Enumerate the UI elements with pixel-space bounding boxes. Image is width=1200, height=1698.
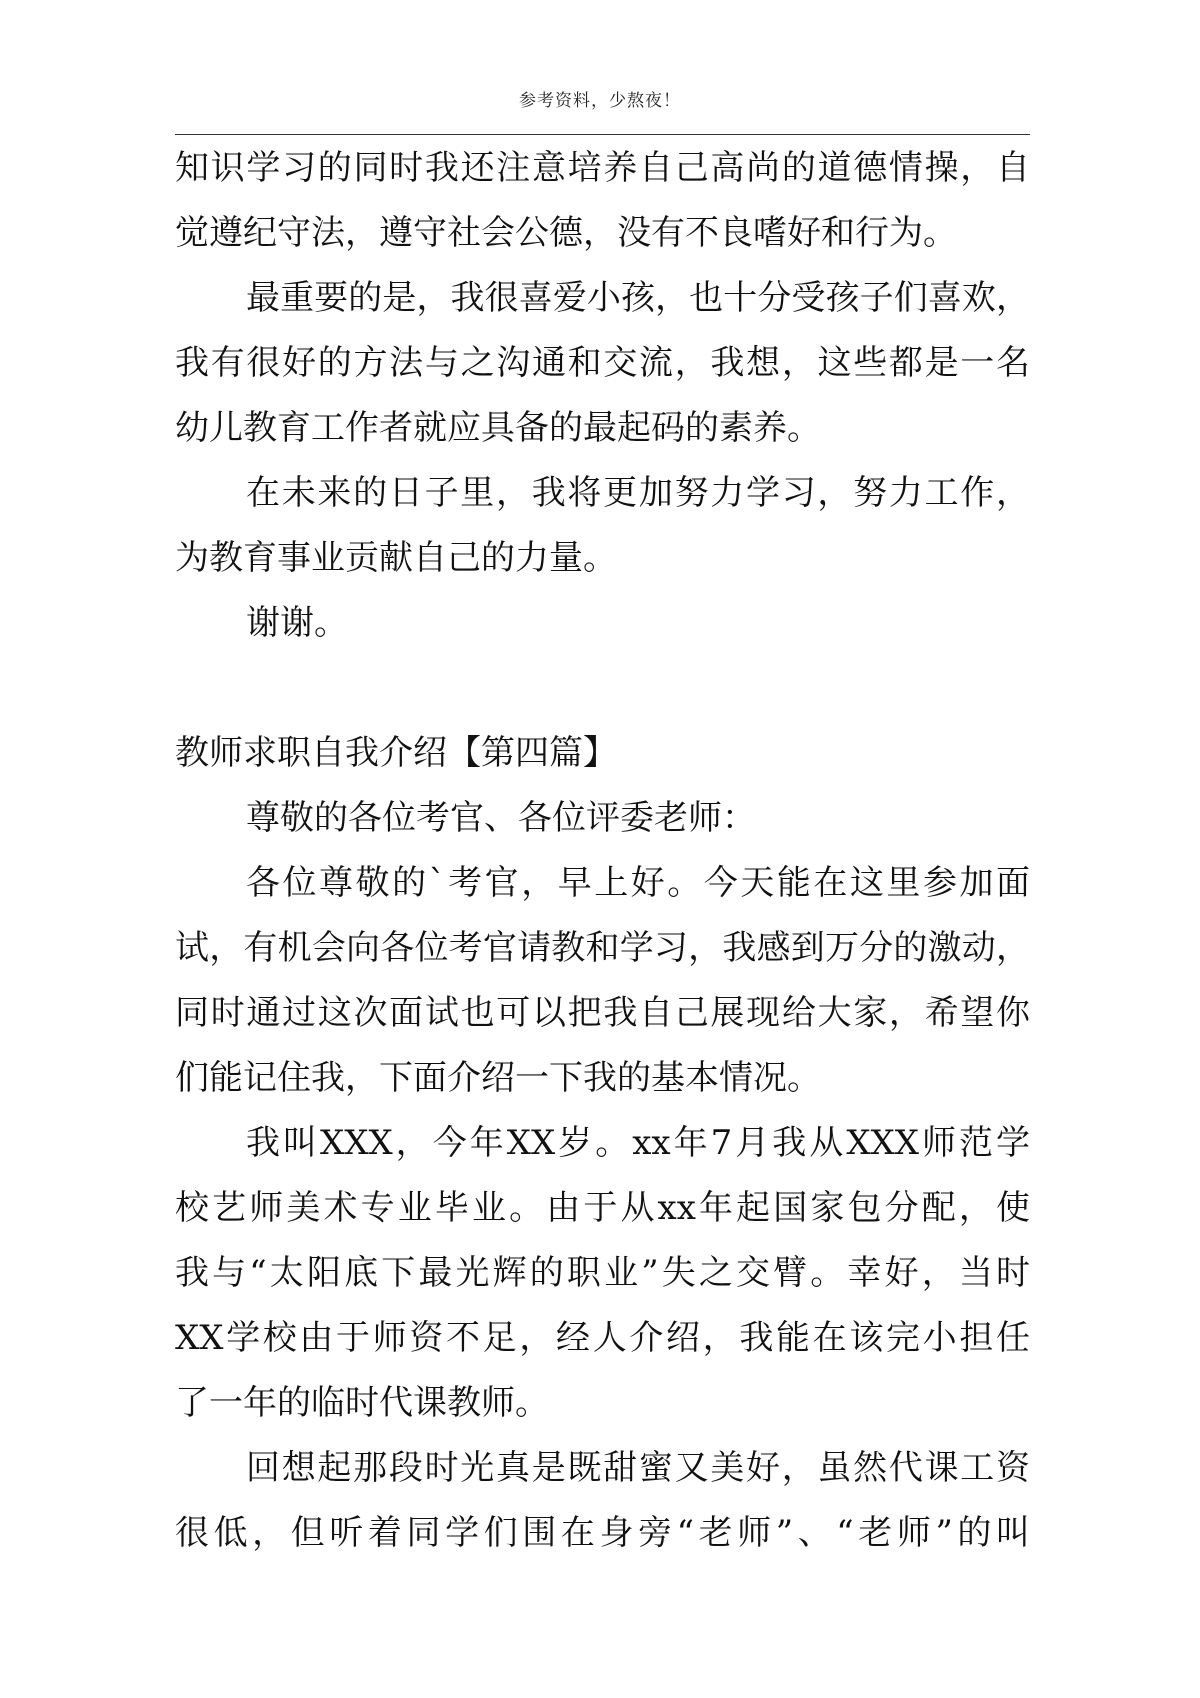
- text-line: 试，有机会向各位考官请教和学习，我感到万分的激动，: [175, 928, 1030, 968]
- text-line: 们能记住我，下面介绍一下我的基本情况。: [175, 1058, 821, 1098]
- text-line: 为教育事业贡献自己的力量。: [175, 538, 617, 578]
- text-line: 幼儿教育工作者就应具备的最起码的素养。: [175, 408, 821, 448]
- text-line: 知识学习的同时我还注意培养自己高尚的道德情操，自: [175, 148, 1030, 188]
- text-line: XX学校由于师资不足，经人介绍，我能在该完小担任: [175, 1318, 1030, 1358]
- text-line: 校艺师美术专业毕业。由于从xx年起国家包分配，使: [175, 1188, 1030, 1228]
- text-line: 很低，但听着同学们围在身旁“老师”、“老师”的叫: [175, 1513, 1030, 1553]
- text-line: 谢谢。: [246, 603, 348, 643]
- text-line: 各位尊敬的`考官，早上好。今天能在这里参加面: [246, 863, 1030, 903]
- text-line: 我与“太阳底下最光辉的职业”失之交臂。幸好，当时: [175, 1253, 1030, 1293]
- text-line: 了一年的临时代课教师。: [175, 1383, 549, 1423]
- text-line: 最重要的是，我很喜爱小孩，也十分受孩子们喜欢，: [246, 278, 1030, 318]
- text-line: 回想起那段时光真是既甜蜜又美好，虽然代课工资: [246, 1448, 1030, 1488]
- text-line: 我叫XXX，今年XX岁。xx年7月我从XXX师范学: [246, 1123, 1030, 1163]
- document-body: [175, 136, 1030, 1566]
- text-line: 觉遵纪守法，遵守社会公德，没有不良嗜好和行为。: [175, 213, 957, 253]
- header-note: 参考资料，少熬夜！: [519, 91, 681, 111]
- section-heading: 教师求职自我介绍【第四篇】: [175, 733, 617, 773]
- header-divider: [175, 134, 1030, 135]
- text-line: 尊敬的各位考官、各位评委老师：: [246, 798, 756, 838]
- text-line: 同时通过这次面试也可以把我自己展现给大家，希望你: [175, 993, 1030, 1033]
- paragraph-gap: [175, 656, 1030, 721]
- text-line: 在未来的日子里，我将更加努力学习，努力工作，: [246, 473, 1030, 513]
- text-line: 我有很好的方法与之沟通和交流，我想，这些都是一名: [175, 343, 1030, 383]
